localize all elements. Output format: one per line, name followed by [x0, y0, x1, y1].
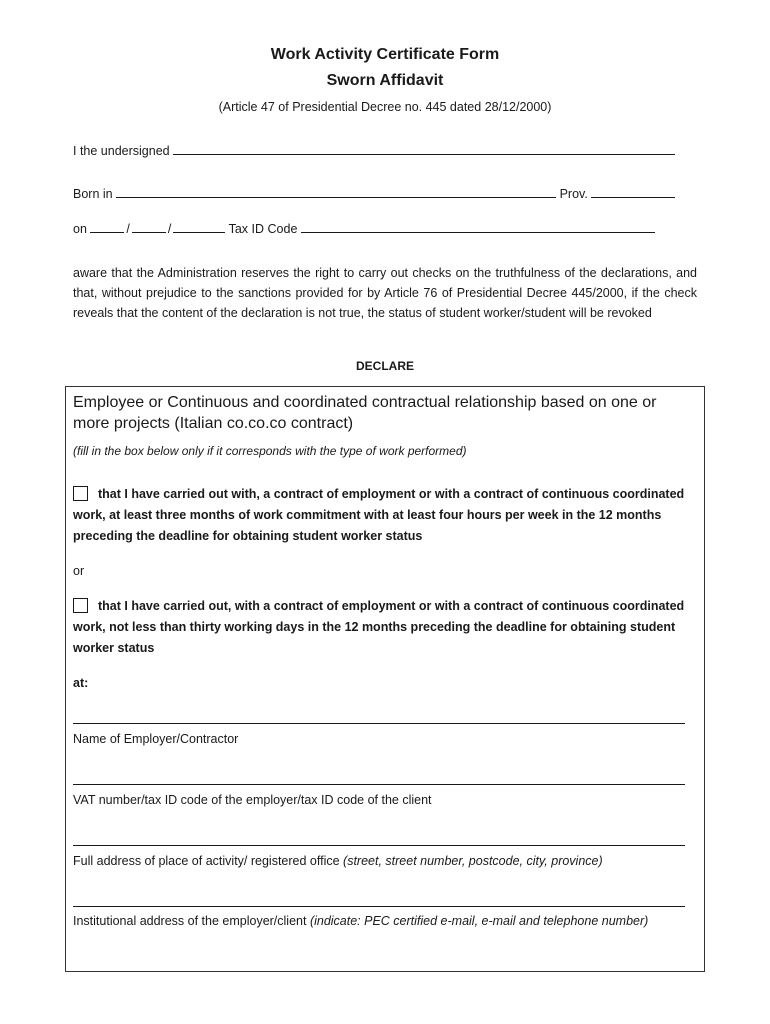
institutional-address-field[interactable] [73, 906, 685, 907]
declare-heading: DECLARE [355, 359, 414, 373]
tax-id-label: Tax ID Code [228, 222, 298, 236]
prov-label: Prov. [559, 187, 588, 201]
option1-text: that I have carried out with, a contract of employment or with a contract of continuous coordinated work, at least three months of work commitment with at least four hours per week in the 12 months preceding the deadline for obtaining student worker status [73, 487, 685, 543]
option-three-months [73, 484, 697, 547]
employer-name-label [73, 729, 697, 750]
field-label-text: Full address of place of activity/ registered office [73, 854, 344, 868]
activity-address-label [73, 851, 697, 872]
on-label: on [73, 222, 87, 236]
undersigned-row [73, 142, 675, 158]
option2-checkbox[interactable] [73, 598, 88, 613]
born-in-field[interactable] [116, 185, 556, 198]
vat-number-field[interactable] [73, 784, 685, 785]
employer-name-field[interactable] [73, 723, 685, 724]
at-label: at: [73, 676, 89, 690]
date-separator: / [167, 222, 172, 236]
vat-number-label [73, 790, 697, 811]
birthplace-row [73, 185, 675, 201]
option2-text: that I have carried out, with a contract of employment or with a contract of continuous coordinated work, not less than thirty working days in the 12 months preceding the deadline for obtaining student worker status [73, 599, 685, 655]
born-in-label: Born in [73, 187, 113, 201]
birth-year-field[interactable] [173, 220, 225, 233]
field-hint-text: (indicate: PEC certified e-mail, e-mail and telephone number) [309, 914, 649, 928]
birth-month-field[interactable] [132, 220, 166, 233]
tax-id-field[interactable] [301, 220, 655, 233]
undersigned-label: I the undersigned [73, 144, 170, 158]
field-label-text: Name of Employer/Contractor [73, 732, 239, 746]
institutional-address-label [73, 911, 697, 932]
employment-box [65, 386, 705, 972]
form-title: Work Activity Certificate Form [270, 46, 500, 63]
legal-reference: (Article 47 of Presidential Decree no. 445 dated 28/12/2000) [218, 100, 552, 114]
box-instruction: (fill in the box below only if it corresponds with the type of work performed) [73, 444, 467, 458]
awareness-statement: aware that the Administration reserves the right to carry out checks on the truthfulness of the declarations, and that, without prejudice to the sanctions provided for by Article 76 of Presidential Decree 445/2000, if the check reveals that the content of the declaration is not true, the status of student worker/student will be revoked [73, 266, 697, 320]
form-subtitle-heading: Sworn Affidavit [326, 72, 444, 89]
field-label-text: VAT number/tax ID code of the employer/tax ID code of the client [73, 793, 432, 807]
date-tax-row [73, 220, 655, 236]
field-label-text: Institutional address of the employer/client [73, 914, 310, 928]
undersigned-field[interactable] [173, 142, 675, 155]
option-thirty-days [73, 596, 697, 659]
field-hint-text: (street, street number, postcode, city, province) [343, 854, 603, 868]
prov-field[interactable] [591, 185, 675, 198]
birth-day-field[interactable] [90, 220, 124, 233]
date-separator: / [126, 222, 130, 236]
box-title: Employee or Continuous and coordinated contractual relationship based on one or more projects (Italian co.co.co contract) [73, 394, 657, 432]
option1-checkbox[interactable] [73, 486, 88, 501]
or-label: or [73, 564, 85, 578]
activity-address-field[interactable] [73, 845, 685, 846]
